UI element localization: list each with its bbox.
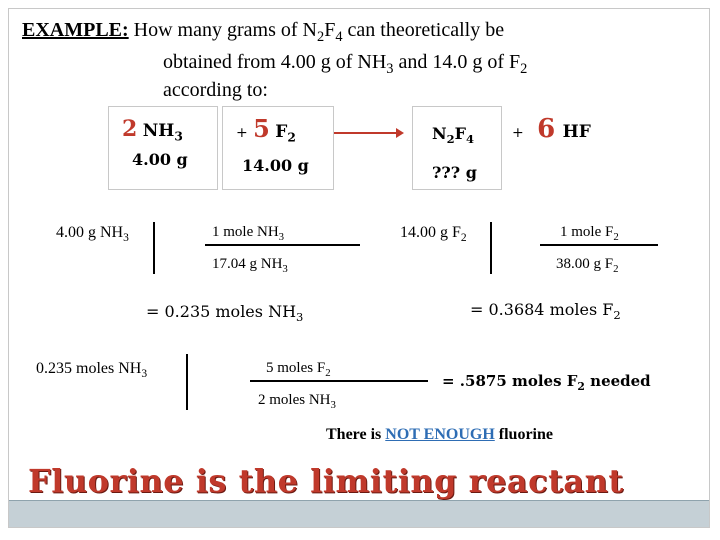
nh3-coefficient: 2 xyxy=(122,116,138,142)
question-line-1: EXAMPLE: How many grams of $N_2F_4$ can theoretically be xyxy=(22,19,505,46)
nh3-result: = 0.235 moles $NH_3$ xyxy=(146,302,304,325)
needed-result: = .5875 moles $F_2$ needed xyxy=(442,372,651,393)
nh3-given: 4.00 g $NH_3$ xyxy=(56,224,129,245)
needed-factor-denominator: 2 moles $NH_3$ xyxy=(258,392,336,411)
nh3-factor-numerator: 1 mole $NH_3$ xyxy=(212,224,285,243)
f2-factor-denominator: 38.00 g $F_2$ xyxy=(556,256,619,275)
not-enough-highlight: NOT ENOUGH xyxy=(385,426,495,443)
example-label: EXAMPLE: xyxy=(22,19,129,41)
slide-footer-bar xyxy=(9,500,709,527)
f2-mass: 14.00 g xyxy=(242,156,309,175)
f2-fraction-bar xyxy=(540,244,658,246)
f2-formula: + 5 $F_2$ xyxy=(236,114,296,145)
needed-factor-numerator: 5 moles $F_2$ xyxy=(266,360,331,379)
nh3-divider-vertical xyxy=(153,222,155,274)
hf-formula: + 6 HF xyxy=(512,114,591,144)
hf-coefficient: 6 xyxy=(537,114,556,144)
f2-given: 14.00 g $F_2$ xyxy=(400,224,467,245)
question-line-3: according to: xyxy=(163,79,268,101)
nh3-factor-denominator: 17.04 g $NH_3$ xyxy=(212,256,288,275)
reaction-arrow xyxy=(332,126,406,140)
f2-divider-vertical xyxy=(490,222,492,274)
f2-result: = 0.3684 moles $F_2$ xyxy=(470,300,621,323)
needed-divider-vertical xyxy=(186,354,188,410)
needed-given: 0.235 moles $NH_3$ xyxy=(36,360,148,381)
n2f4-formula: $N_2F_4$ xyxy=(432,124,475,147)
not-enough-statement: There is NOT ENOUGH fluorine xyxy=(326,426,553,443)
f2-factor-numerator: 1 mole $F_2$ xyxy=(560,224,619,243)
nh3-formula: 2 $NH_3$ xyxy=(122,116,183,144)
needed-fraction-bar xyxy=(250,380,428,382)
limiting-reactant-banner: Fluorine is the limiting reactant xyxy=(28,462,624,500)
question-line-2: obtained from 4.00 g of $NH_3$ and 14.0 g of $F_2$ xyxy=(163,51,528,78)
nh3-fraction-bar xyxy=(205,244,360,246)
n2f4-mass: ??? g xyxy=(432,163,477,182)
nh3-mass: 4.00 g xyxy=(132,150,188,169)
f2-coefficient: 5 xyxy=(253,114,270,143)
